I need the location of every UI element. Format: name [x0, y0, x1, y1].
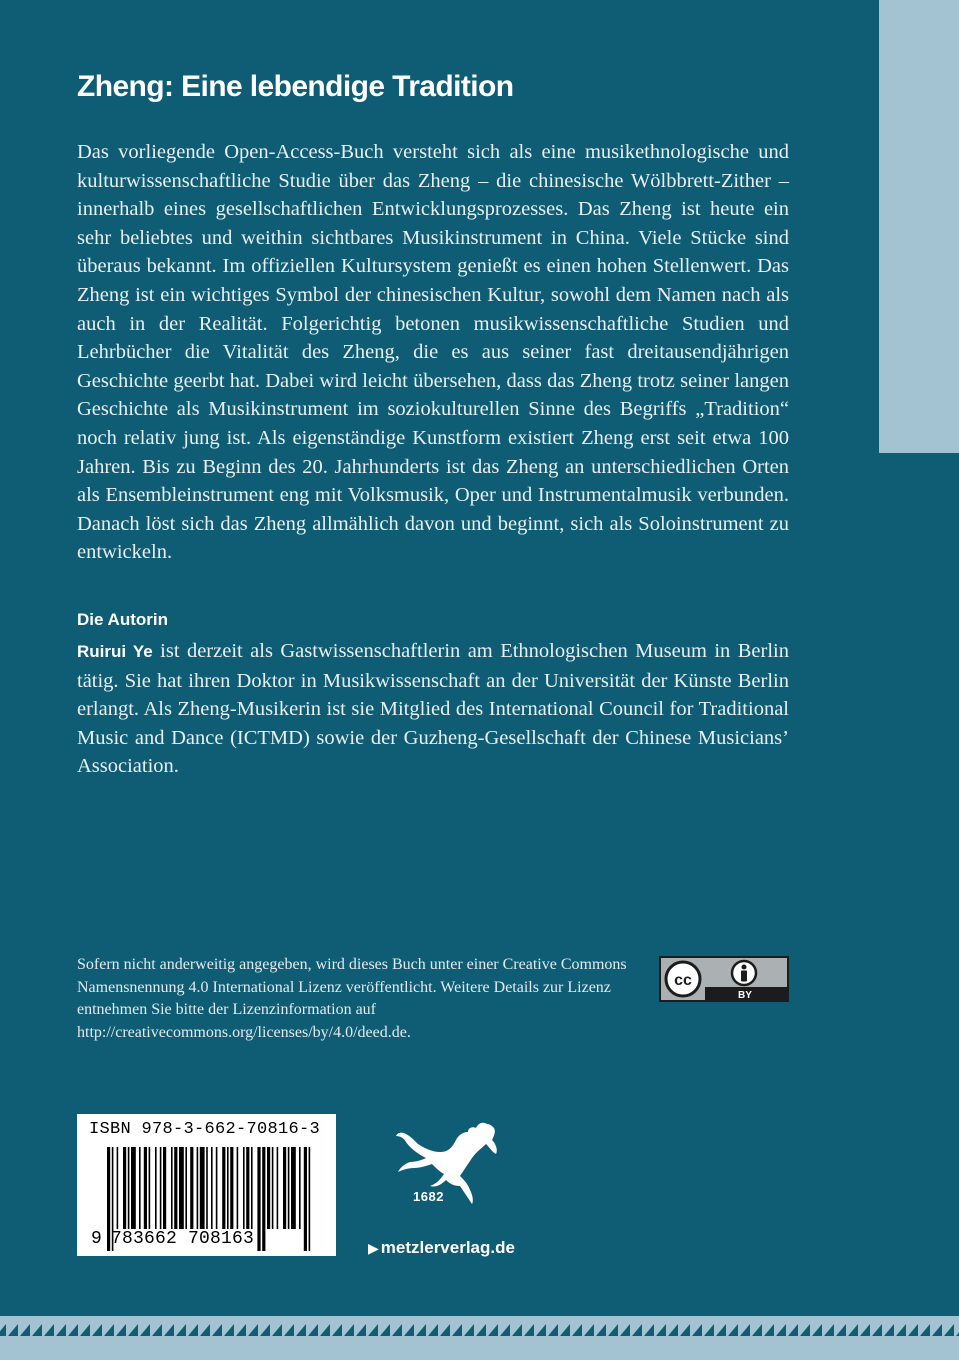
ean-digits: 783662 708163: [111, 1229, 255, 1249]
cc-glyph: cc: [674, 972, 692, 989]
horse-logo-icon: [392, 1118, 504, 1218]
publisher-url-text: metzlerverlag.de: [380, 1238, 515, 1257]
barcode-bar: [144, 1147, 147, 1229]
barcode-bar: [190, 1147, 193, 1229]
ean-first-digit: 9: [91, 1229, 102, 1249]
barcode-bar: [277, 1147, 279, 1229]
book-title: Zheng: Eine lebendige Tradition: [77, 70, 514, 103]
license-notice: Sofern nicht anderweitig angegeben, wird dieses Buch unter einer Creative Commons Namensnennung 4.0 International Lizenz veröffentlicht. Weitere Details zur Lizenz entnehmen Sie bitte der Lizenzinformation auf http://creativecommons.org/licenses/by/4.0/deed.de.: [77, 956, 627, 1041]
barcode-bar: [128, 1147, 130, 1229]
barcode-bar: [262, 1147, 265, 1251]
barcode-bar: [227, 1147, 229, 1229]
barcode-bar: [230, 1147, 233, 1229]
barcode-bar: [222, 1147, 225, 1229]
barcode-bar: [288, 1147, 290, 1229]
publisher-url[interactable]: [368, 1238, 515, 1258]
barcode-bar: [246, 1147, 249, 1229]
barcode-bar: [139, 1147, 141, 1229]
barcode-bar: [272, 1147, 274, 1229]
barcode-bar: [283, 1147, 286, 1229]
border-band: [0, 1336, 959, 1360]
cc-by-icon: [661, 958, 787, 1000]
barcode-bar: [206, 1147, 208, 1229]
barcode-bar: [107, 1147, 110, 1251]
barcode-bar: [163, 1147, 166, 1229]
author-bio-paragraph: [77, 637, 789, 781]
isbn-number: ISBN 978-3-662-70816-3: [89, 1120, 321, 1139]
book-description: Das vorliegende Open-Access-Buch versteht sich als eine musikethnologische und kulturwissenschaftliche Studie über das Zheng – die chinesische Wölbbrett-Zither – innerhalb eines gesellschaftlichen Entwicklungsprozesses. Das Zheng ist heute ein sehr beliebtes und weithin sichtbares Musikinstrument in China. Viele Stücke sind überaus bekannt. Im offiziellen Kultursystem genießt es einen hohen Stellenwert. Das Zheng ist ein wichtiges Symbol der chinesischen Kultur, sowohl dem Namen nach als auch in der Realität. Folgerichtig betonen musikwissenschaftliche Studien und Lehrbücher die Vitalität des Zheng, die es aus seiner fast dreitausendjährigen Geschichte geerbt hat. Dabei wird leicht übersehen, dass das Zheng trotz seiner langen Geschichte als Musikinstrument im soziokulturellen Sinne des Begriffs „Tradition“ noch relativ jung ist. Als eigenständige Kunstform existiert Zheng erst seit etwa 100 Jahren. Bis zu Beginn des 20. Jahrhunderts ist das Zheng an unterschiedlichen Orten als Ensembleinstrument eng mit Volksmusik, Oper und Instrumentalmusik verbunden. Danach löst sich das Zheng allmählich davon und beginnt, sich als Soloinstrument zu entwickeln.: [77, 141, 789, 564]
author-heading: Die Autorin: [77, 610, 168, 629]
barcode-bar: [257, 1147, 260, 1251]
barcode-bar: [251, 1147, 253, 1229]
logo-year: 1682: [413, 1189, 444, 1204]
decorative-bottom-border: [0, 1316, 959, 1360]
barcode-bar: [117, 1147, 119, 1229]
barcode-bar: [299, 1147, 301, 1229]
arrow-right-icon: ▶: [368, 1240, 379, 1256]
barcode-bar: [123, 1147, 126, 1229]
barcode-bar: [216, 1147, 218, 1229]
barcode-bar: [309, 1147, 311, 1251]
cc-by-license-badge[interactable]: [659, 956, 789, 1002]
barcode-bar: [304, 1147, 307, 1251]
barcode-bar: [237, 1147, 239, 1229]
by-label: BY: [738, 990, 752, 1000]
barcode-bar: [211, 1147, 213, 1229]
isbn-barcode: [77, 1114, 336, 1256]
barcode-bar: [243, 1147, 245, 1229]
barcode-bar: [155, 1147, 157, 1229]
author-name: Ruirui Ye: [77, 642, 153, 661]
side-color-tab: [879, 0, 959, 453]
barcode-bar: [171, 1147, 173, 1229]
barcode-bar: [267, 1147, 270, 1229]
barcode-bar: [185, 1147, 187, 1229]
barcode-bar: [197, 1147, 199, 1229]
barcode-bar: [131, 1147, 136, 1229]
barcode-bar: [174, 1147, 177, 1229]
barcode-bar: [200, 1147, 205, 1229]
author-bio: ist derzeit als Gastwissenschaftlerin am Ethnologischen Museum in Berlin tätig. Sie hat ihren Doktor in Musikwissenschaft an der Universität der Künste Berlin erlangt. Als Zheng-Musikerin ist sie Mitglied des International Council for Traditional Music and Dance (ICTMD) sowie der Guzheng-Gesellschaft der Chinese Musicians’ Association.: [77, 640, 789, 778]
barcode-bar: [149, 1147, 151, 1229]
barcode-bar: [179, 1147, 184, 1229]
barcode-bar: [160, 1147, 162, 1229]
barcode-bar: [291, 1147, 296, 1229]
